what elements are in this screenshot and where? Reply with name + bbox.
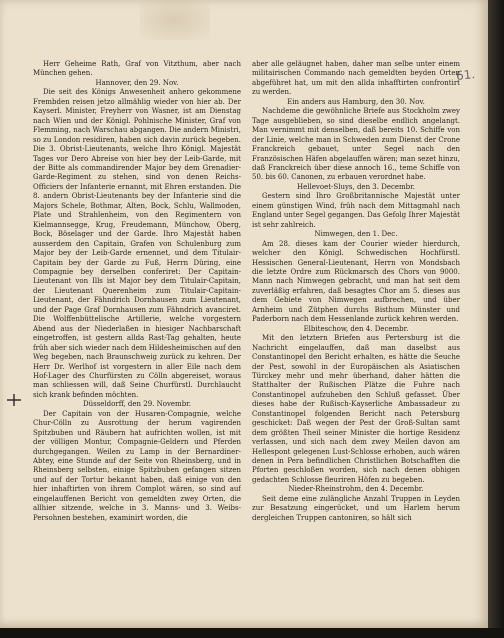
paragraph: Mit den letztern Briefen aus Pertersburg ist die Nachricht eingelauffen, daß man daselbst aus Constantinopel den Bericht erhalten, es hätte die Seuche der Pest, sowohl in der Europäischen als Asiatischen Türckey mehr und mehr überhand, daher hätten die Statthalter der Rußischen Plätze die Fuhre nach Constantinopel aufzuheben den Schluß gefasset. Über dieses habe der Rußisch-Kayserliche Ambassadeur zu Constantinopel folgenden Bericht nach Petersburg geschicket: Daß wegen der Pest der Groß-Sultan samt dem größten Theil seiner Minister die hortige Residenz verlassen, und sich nach dem zwey Meilen davon am Hellespont gelegenen Lust-Schlosse erhoben, auch wären denen in Pera befindlichen Christlichen Botschafften die Pforten geschloßen worden, sich nach denen obhigen gedachten Schlosse fleuriren Höfen zu begeben.: [252, 334, 460, 484]
dateline: Elbiteschow, den 4. Decembr.: [303, 324, 409, 333]
paragraph: Nachdeme die gewöhnliche Briefe aus Stockholm zwey Tage ausgeblieben, so sind dieselbe endlich angelangt. Man vernimmt mit denselben, daß bereits 10. Schiffe von der Linie, welche man in Schweden zum Dienst der Crone Franckreich gebauet, unter Segel nach den Französischen Häfen abgelauffen wären; man sezet hinzu, daß Franckreich über diese annoch 16., teme Schiffe von 50. bis 60. Canonen, zu erbauen verordnet habe.: [252, 107, 460, 182]
paragraph: aber alle geläugnet haben, daher man selbe unter einem militairischen Commando nach gemeldten beyden Orten abgeführet hat, um mit den allda inhafftirten confrontirt zu werden.: [252, 60, 460, 97]
paragraph: Am 28. dieses kam der Courier wieder hierdurch, welcher den Königl. Schwedischen Hochfürstl. Hessischen General-Lieutenant, Herrn von Mondsbach die letzte Ordre zum Rückmarsch des Chors von 9000. Mann nach Nimwegen gebracht, und man hat seit dem zuverläßig erfahren, daß besagtes Chor am 5. dieses aus dem Gebiete von Nimwegen aufbrechen, und über Arnheim und Zütphen durchs Bisthum Münster und Paderborn nach dem Hessenlande zurück kehren werden.: [252, 239, 460, 324]
dateline: Hannover, den 29. Nov.: [95, 78, 179, 87]
scan-bottom-edge: [0, 628, 504, 638]
dateline: Ein anders aus Hamburg, den 30. Nov.: [287, 97, 425, 106]
dateline: Düsseldorff, den 29. Novembr.: [83, 400, 191, 409]
left-column: [33, 60, 241, 626]
paragraph: Die seit des Königs Anwesenheit anhero gekommene Frembden reisen jetzo allmählig wieder von hier ab. Der Kayserl. Minister, Freyherr von Wasner, ist am Dienstag nach Wien und der Königl. Pohlnische Minister, Graf von Flemming, nach Warschau abgangen. Die andern Ministri, so zu London residiren, haben sich davin zurück begeben. Die 3. Obrist-Lieutenants, welche Ihro Königl. Majestät Tages vor Dero Abreise von hier bey der Leib-Garde, mit der Bitte als commandirender Major bey dem Grenadier-Garde-Regiment zu stehen, sind von denen Reichs-Officiers der Infanterie ernannt, mit Ehren erstanden. Die 8. andern Obrist-Lieutenants bey der Infanterie sind die Majors Schele, Bothmar, Alten, Bock, Schlu, Wallmoden, Plate und Strahlenheim, von den Regimentern von Kielmannsegge, Krug, Freudemann, Münchow, Oberg, Bock, Böselager und der Garde. Ihro Majestät haben ausserdem den Capitain, Grafen von Schulenburg zum Major bey der Leib-Garde ernennet, und dem Titulair-Capitain bey der Garde zu Fuß, Herrn Düring, eine Compagnie bey derselben conferiret: Der Capitain-Lieutenant von Ills ist Major bey dem Titulair-Capitain, der Lieutenant Querenheim zum Titulair-Capitain-Lieutenant, der Fähndrich Dornhausen zum Lieutenant, und der Page Graf Dornhausen zum Fähndrich avanciret. Die Wolffenbüttelische Artillerie, welche vorgestern Abend aus der Niederlaßen in hiesiger Nachbarschaft eingetroffen, ist gestern allda Rast-Tag gehalten, heute früh aber sich wieder nach dem Hildesheimischen auf den Weg begeben, nach Braunschweig zurück zu kehren. Der Herr Dr. Werlhof ist vorgestern in aller Eile nach dem Hof-Lager des Churfürsten zu Cölln abgereiset, woraus man schliessen will, daß Seine Churfürstl. Durchlaucht sich krank befinden möchten.: [33, 88, 241, 399]
paper-stain: [140, 0, 210, 40]
margin-cross-mark: [6, 392, 22, 408]
paragraph: Seit deme eine zulängliche Anzahl Truppen in Leyden zur Besatzung eingerücket, und um Harlem herum dergleichen Truppen cantoniren, so hält sich: [252, 494, 460, 522]
paragraph: Herr Geheime Rath, Graf von Vitzthum, aber nach München gehen.: [33, 60, 241, 78]
paragraph: Der Capitain von der Husaren-Compagnie, welche Chur-Cölln zu Ausrottung der herum vagirenden Spitzbuben und Räubern hat aufrichten wollen, ist mit der völligen Montur, Compagnie-Geldern und Pferden durchgegangen. Weilen zu Lamp in der Bernardiner-Abtey, eine Stunde auf der Seite von Rheinsberg, und in Rheinsberg selbsten, einige Spitzbuben gefangen sitzen und auf der Tortur bekannt haben, daß einige von den hier inhaftirten von ihrem Complot wären, so sind auf eingelauffenen Bericht von gemeldten zwey Orten, die allhier sitzende, welche in 3. Manns- und 3. Weibs-Persohnen bestehen, examinirt worden, die: [33, 409, 241, 522]
right-column: [252, 60, 460, 626]
dateline: Nimwegen, den 1. Dec.: [314, 230, 398, 239]
scan-shadow-edge: [488, 0, 504, 638]
dateline: Hellevoet-Sluys, den 3. Decembr.: [297, 182, 415, 191]
dateline: Nieder-Rheinstrohm, den 4. Decembr.: [288, 485, 424, 494]
paragraph: Gestern sind Ihro Großbritannische Majestät unter einem günstigen Wind, früh nach dem Mittagmahl nach England unter Segel gegangen. Das Gefolg Ihrer Majestät ist sehr zahlreich.: [252, 192, 460, 229]
folio-number: 61.: [455, 67, 476, 83]
